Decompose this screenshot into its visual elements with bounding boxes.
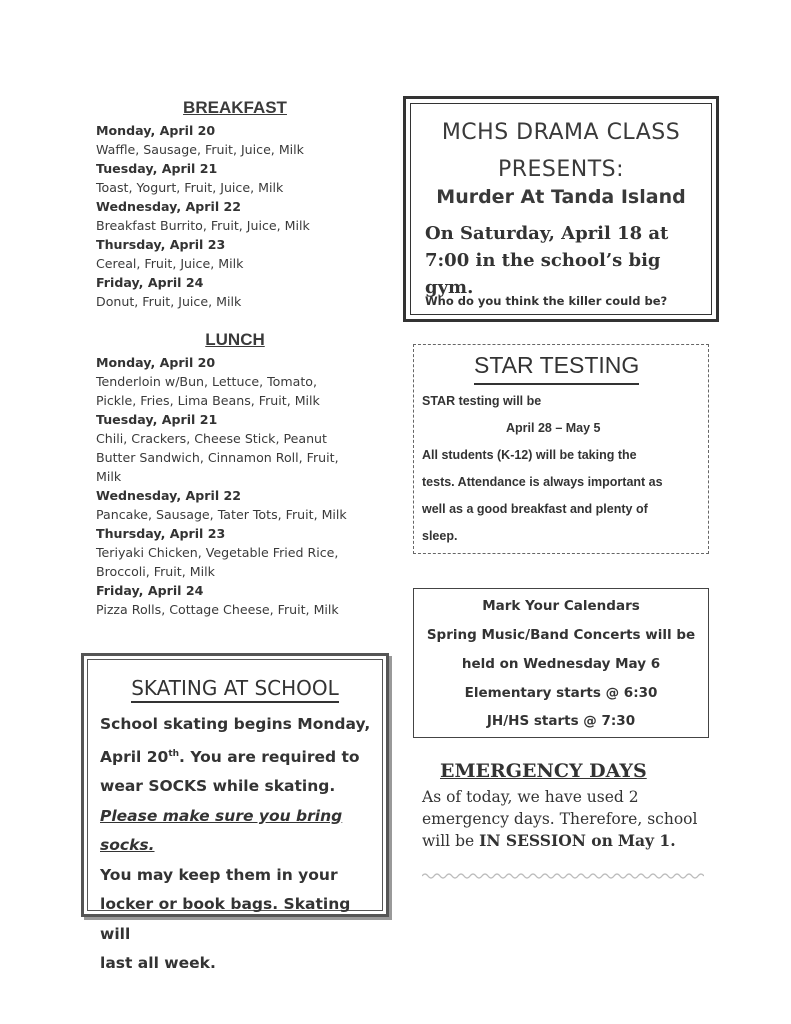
list-item-day: Friday, April 24 <box>96 275 204 290</box>
list-item-menu: Waffle, Sausage, Fruit, Juice, Milk <box>96 142 304 157</box>
list-item-day: Wednesday, April 22 <box>96 488 242 503</box>
list-item-menu: Tenderloin w/Bun, Lettuce, Tomato, <box>96 374 318 389</box>
calendar-line: Elementary starts @ 6:30 <box>464 685 658 701</box>
skating-socks-reminder: Please make sure you bring socks. <box>100 806 343 855</box>
emergency-text: As of today, we have used 2 emergency days. Therefore, school will be <box>422 788 698 850</box>
list-item-menu: Butter Sandwich, Cinnamon Roll, Fruit, <box>96 450 339 465</box>
skating-line: locker or book bags. Skating will <box>100 895 351 943</box>
skating-line: last all week. <box>100 954 216 973</box>
drama-when: On Saturday, April 18 at 7:00 in the school’s big gym. <box>425 223 669 298</box>
list-item-menu: Breakfast Burrito, Fruit, Juice, Milk <box>96 218 310 233</box>
calendar-line: JH/HS starts @ 7:30 <box>486 713 636 729</box>
emergency-bold: May 1. <box>617 831 676 850</box>
drama-inner-border <box>410 103 712 315</box>
list-item-menu: Milk <box>96 469 122 484</box>
calendar-line: Spring Music/Band Concerts will be <box>426 627 696 643</box>
list-item-day: Thursday, April 23 <box>96 237 226 252</box>
breakfast-heading: BREAKFAST <box>183 98 287 117</box>
list-item-menu: Toast, Yogurt, Fruit, Juice, Milk <box>96 180 284 195</box>
skating-line: wear SOCKS while skating. <box>100 777 336 796</box>
breakfast-list <box>96 121 310 311</box>
list-item-day: Friday, April 24 <box>96 583 204 598</box>
list-item-menu: Donut, Fruit, Juice, Milk <box>96 294 242 309</box>
skating-date-suffix: th <box>168 748 180 759</box>
emergency-days-body <box>422 786 712 852</box>
lunch-heading: LUNCH <box>205 330 265 349</box>
list-item-menu: Pickle, Fries, Lima Beans, Fruit, Milk <box>96 393 320 408</box>
skating-line-rest: . You are required to <box>179 747 360 766</box>
list-item-day: Monday, April 20 <box>96 123 216 138</box>
skating-line: School skating begins Monday, <box>100 715 371 733</box>
lunch-list <box>96 353 347 619</box>
drama-question: Who do you think the killer could be? <box>425 294 668 308</box>
list-item-day: Monday, April 20 <box>96 355 216 370</box>
skating-body <box>100 710 376 979</box>
star-dates: April 28 – May 5 <box>506 421 601 435</box>
drama-title-line1: MCHS DRAMA CLASS <box>441 120 681 145</box>
star-line: STAR testing will be <box>422 394 542 408</box>
list-item-menu: Pancake, Sausage, Tater Tots, Fruit, Milk <box>96 507 347 522</box>
drama-title-line2: PRESENTS: <box>497 157 625 182</box>
star-testing-title: STAR TESTING <box>474 352 639 385</box>
list-item-day: Tuesday, April 21 <box>96 412 218 427</box>
skating-line <box>100 740 376 773</box>
drama-announcement-box <box>403 96 719 322</box>
star-line: well as a good breakfast and plenty of <box>422 502 648 516</box>
calendar-line: held on Wednesday May 6 <box>461 656 661 672</box>
emergency-days-title: EMERGENCY DAYS <box>440 760 647 782</box>
star-testing-box <box>413 344 709 554</box>
list-item-menu: Teriyaki Chicken, Vegetable Fried Rice, <box>96 545 339 560</box>
skating-inner-border <box>87 659 383 973</box>
skating-box <box>81 653 389 973</box>
list-item-menu: Broccoli, Fruit, Milk <box>96 564 215 579</box>
star-line: All students (K-12) will be taking the <box>422 448 637 462</box>
list-item-menu: Cereal, Fruit, Juice, Milk <box>96 256 244 271</box>
wavy-divider <box>422 872 704 880</box>
list-item-day: Wednesday, April 22 <box>96 199 242 214</box>
list-item-day: Thursday, April 23 <box>96 526 226 541</box>
list-item-menu: Pizza Rolls, Cottage Cheese, Fruit, Milk <box>96 602 339 617</box>
calendar-box <box>413 588 709 738</box>
star-line: tests. Attendance is always important as <box>422 475 663 489</box>
list-item-day: Tuesday, April 21 <box>96 161 218 176</box>
skating-line: You may keep them in your <box>100 865 338 884</box>
emergency-bold: IN SESSION on <box>479 831 613 850</box>
calendar-line: Mark Your Calendars <box>482 598 640 614</box>
drama-play-title: Murder At Tanda Island <box>436 186 686 208</box>
star-line: sleep. <box>422 529 458 543</box>
skating-title <box>88 676 382 700</box>
skating-date: April 20 <box>100 747 169 766</box>
skating-title-text: SKATING AT SCHOOL <box>131 676 339 703</box>
list-item-menu: Chili, Crackers, Cheese Stick, Peanut <box>96 431 327 446</box>
